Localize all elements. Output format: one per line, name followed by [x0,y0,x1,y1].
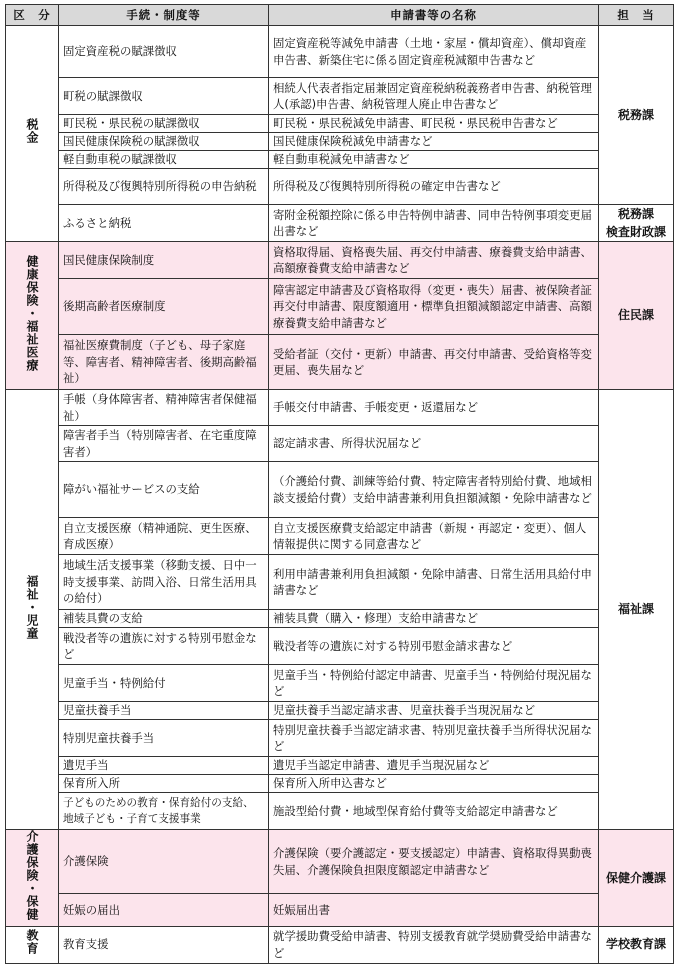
procedure-cell: 福祉医療費制度（子ども、母子家庭等、障害者、精神障害者、後期高齢福祉） [59,335,269,390]
form-cell: 寄附金税額控除に係る申告特例申請書、同申告特例事項変更届出書など [269,205,599,242]
procedure-table [5,4,674,964]
form-cell: 妊娠届出書 [269,894,599,926]
form-cell: 自立支援医療費支給認定申請書（新規・再認定・変更）、個人情報提供に関する同意書など [269,518,599,555]
procedure-cell: 保育所入所 [59,775,269,793]
procedure-cell: ふるさと納税 [59,205,269,242]
department-health-care: 保健介護課 [599,830,674,927]
procedure-cell: 教育支援 [59,926,269,963]
form-cell: 利用申請書兼利用負担減額・免除申請書、日常生活用具給付申請書など [269,555,599,610]
table-row [6,665,674,702]
table-row [6,628,674,665]
form-cell: 所得税及び復興特別所得税の確定申告書など [269,169,599,205]
table-row [6,610,674,628]
table-row [6,555,674,610]
form-cell: 児童手当・特例給付認定申請書、児童手当・特例給付現況届など [269,665,599,702]
procedure-cell: 児童扶養手当 [59,702,269,720]
procedure-cell: 町税の賦課徴収 [59,78,269,115]
category-care-insurance: 介護保険・保健 [6,830,59,927]
form-cell: 相続人代表者指定届兼固定資産税納税義務者申告書、納税管理人(承認)申告書、納税管理人廃止申告書など [269,78,599,115]
table-row [6,242,674,279]
procedure-cell: 児童手当・特例給付 [59,665,269,702]
procedure-cell: 町民税・県民税の賦課徴収 [59,115,269,133]
department-school-education: 学校教育課 [599,926,674,963]
header-row [6,5,674,26]
procedure-cell: 介護保険 [59,830,269,894]
procedure-cell: 戦没者等の遺族に対する特別弔慰金など [59,628,269,665]
procedure-cell: 補装具費の支給 [59,610,269,628]
table-row [6,775,674,793]
table-row [6,26,674,78]
table-row [6,518,674,555]
table-row [6,115,674,133]
procedure-cell: 軽自動車税の賦課徴収 [59,151,269,169]
table-row [6,894,674,926]
form-cell: 受給者証（交付・更新）申請書、再交付申請書、受給資格等変更届、喪失届など [269,335,599,390]
procedure-cell: 特別児童扶養手当 [59,720,269,757]
procedure-cell: 子どものための教育・保育給付の支給、地域子ども・子育て支援事業 [59,793,269,830]
form-cell: 障害認定申請書及び資格取得（変更・喪失）届書、被保険者証再交付申請書、限度額適用・標準負担額減額認定申請書、高額療養費支給申請書など [269,279,599,335]
form-cell: 児童扶養手当認定請求書、児童扶養手当現況届など [269,702,599,720]
form-cell: 軽自動車税減免申請書など [269,151,599,169]
procedure-cell: 自立支援医療（精神通院、更生医療、育成医療） [59,518,269,555]
procedure-cell: 障がい福祉サービスの支給 [59,462,269,518]
form-cell: 認定請求書、所得状況届など [269,426,599,462]
procedure-cell: 所得税及び復興特別所得税の申告納税 [59,169,269,205]
form-cell: 町民税・県民税減免申請書、町民税・県民税申告書など [269,115,599,133]
table-row [6,426,674,462]
form-cell: 戦没者等の遺族に対する特別弔慰金請求書など [269,628,599,665]
table-row [6,926,674,963]
header-form-name: 申請書等の名称 [269,5,599,26]
form-cell: 国民健康保険税減免申請書など [269,133,599,151]
table-row [6,702,674,720]
procedure-cell: 障害者手当（特別障害者、在宅重度障害者） [59,426,269,462]
form-cell: 保育所入所申込書など [269,775,599,793]
table-row [6,169,674,205]
table-row [6,335,674,390]
procedure-cell: 妊娠の届出 [59,894,269,926]
table-row [6,151,674,169]
table-row [6,133,674,151]
department-tax: 税務課 [599,26,674,205]
procedure-cell: 地域生活支援事業（移動支援、日中一時支援事業、訪問入浴、日常生活用具の給付） [59,555,269,610]
procedure-cell: 後期高齢者医療制度 [59,279,269,335]
form-cell: 施設型給付費・地域型保育給付費等支給認定申請書など [269,793,599,830]
form-cell: 固定資産税等減免申請書（土地・家屋・償却資産）、償却資産申告書、新築住宅に係る固定資産税減額申告書など [269,26,599,78]
form-cell: 資格取得届、資格喪失届、再交付申請書、療養費支給申請書、高額療養費支給申請書など [269,242,599,279]
procedure-cell: 固定資産税の賦課徴収 [59,26,269,78]
table-row [6,78,674,115]
form-cell: 手帳交付申請書、手帳変更・返還届など [269,390,599,426]
department-furusato: 税務課 検査財政課 [599,205,674,242]
procedure-cell: 手帳（身体障害者、精神障害者保健福祉） [59,390,269,426]
category-welfare-children: 福祉・児童 [6,390,59,830]
table-row [6,720,674,757]
procedure-cell: 遺児手当 [59,757,269,775]
table-row [6,793,674,830]
procedure-cell: 国民健康保険制度 [59,242,269,279]
category-education: 教育 [6,926,59,963]
form-cell: 遺児手当認定申請書、遺児手当現況届など [269,757,599,775]
header-department: 担 当 [599,5,674,26]
department-residents: 住民課 [599,242,674,390]
header-procedure: 手続・制度等 [59,5,269,26]
procedure-cell: 国民健康保険税の賦課徴収 [59,133,269,151]
form-cell: 特別児童扶養手当認定請求書、特別児童扶養手当所得状況届など [269,720,599,757]
category-health-insurance: 健康保険・福祉医療 [6,242,59,390]
form-cell: （介護給付費、訓練等給付費、特定障害者特別給付費、地域相談支援給付費）支給申請書兼利用負担額減額・免除申請書など [269,462,599,518]
table-row [6,830,674,894]
category-tax: 税金 [6,26,59,242]
form-cell: 就学援助費受給申請書、特別支援教育就学奨励費受給申請書など [269,926,599,963]
table-row [6,390,674,426]
department-welfare: 福祉課 [599,390,674,830]
table-row [6,757,674,775]
form-cell: 補装具費（購入・修理）支給申請書など [269,610,599,628]
table-row [6,205,674,242]
table-row [6,279,674,335]
form-cell: 介護保険（要介護認定・要支援認定）申請書、資格取得異動喪失届、介護保険負担限度額認定申請書など [269,830,599,894]
header-category: 区 分 [6,5,59,26]
table-row [6,462,674,518]
